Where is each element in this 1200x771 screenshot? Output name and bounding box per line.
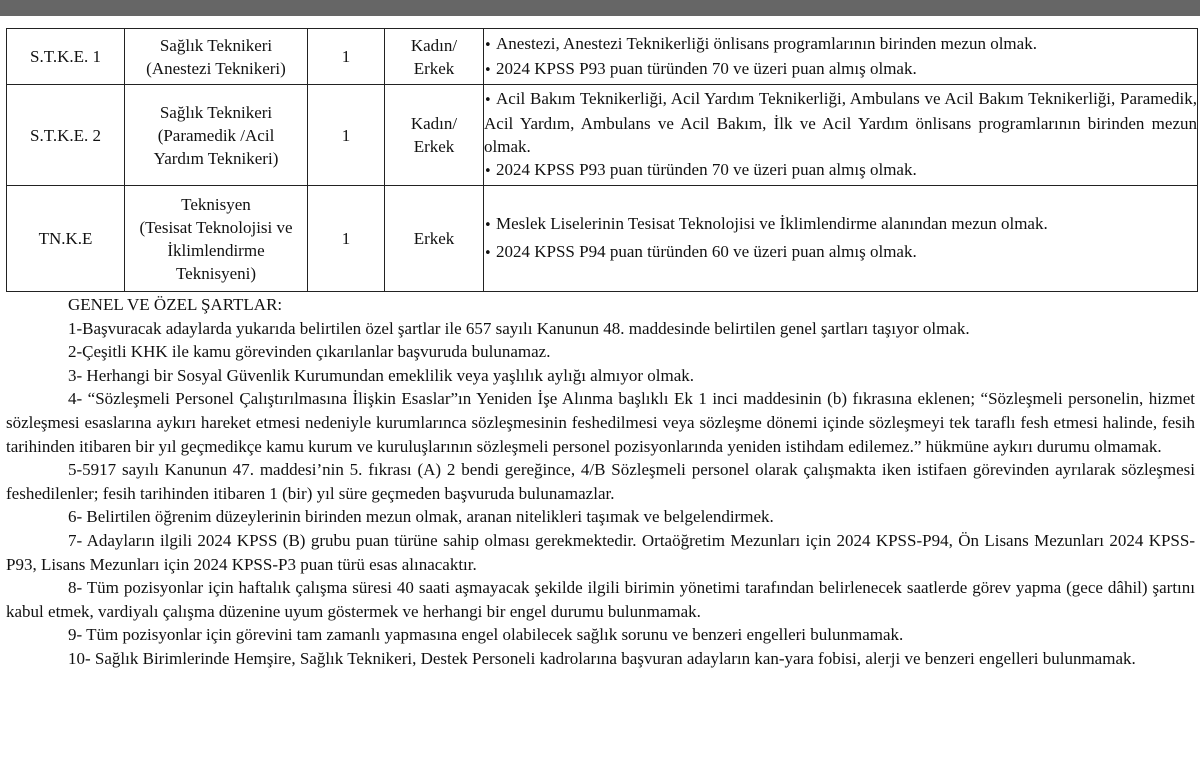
position-count: 1 (308, 186, 385, 292)
position-requirements (484, 186, 1198, 292)
list-item: • Anestezi, Anestezi Teknikerliği önlisans programlarının birinden mezun olmak. (484, 32, 1197, 57)
bullet-icon: • (484, 37, 492, 53)
list-item: • 2024 KPSS P94 puan türünden 60 ve üzeri puan almış olmak. (484, 240, 1197, 265)
position-code: S.T.K.E. 2 (7, 85, 125, 186)
position-gender: Kadın/ Erkek (385, 29, 484, 85)
table-row (7, 85, 1198, 186)
position-requirements (484, 85, 1198, 186)
condition-item: 4- “Sözleşmeli Personel Çalıştırılmasına İlişkin Esaslar”ın Yeniden İşe Alınma başlıklı Ek 1 inci maddesinin (b) fıkrasına eklenen; “Sözleşmeli personelin, hizmet sözleşmesi esaslarına aykırı hareket etmesi nedeniyle kurumlarınca sözleşmesinin feshedilmesi veya sözleşme dönemi içinde sözleşmeyi tek taraflı fesh etmesi halinde, fesih tarihinden itibaren bir yıl geçmedikçe kamu kurum ve kuruluşlarının sözleşmeli personel pozisyonlarında yeniden istihdam edilemez.” hükmüne aykırı durumu olmamak. (6, 389, 1195, 456)
condition-item: 1-Başvuracak adaylarda yukarıda belirtilen özel şartlar ile 657 sayılı Kanunun 48. maddesinde belirtilen genel şartları taşıyor olmak. (68, 318, 970, 338)
position-requirements (484, 29, 1198, 85)
positions-table (6, 28, 1198, 292)
condition-item: 6- Belirtilen öğrenim düzeylerinin birinden mezun olmak, aranan nitelikleri taşımak ve belgelendirmek. (68, 507, 774, 527)
condition-item: 8- Tüm pozisyonlar için haftalık çalışma süresi 40 saati aşmayacak şekilde ilgili birimin yönetimi tarafından belirlenecek saatlerde görev yapma (gece dâhil) şartını kabul etmek, vardiyalı çalışma düzenine uyum göstermek ve herhangi bir engel durumu bulunmamak. (6, 578, 1195, 621)
position-title: Teknisyen (Tesisat Teknolojisi ve İklimlendirme Teknisyeni) (125, 186, 308, 292)
position-count: 1 (308, 29, 385, 85)
position-title: Sağlık Teknikeri (Anestezi Teknikeri) (125, 29, 308, 85)
bullet-icon: • (484, 218, 492, 233)
bullet-icon: • (484, 62, 492, 78)
condition-item: 10- Sağlık Birimlerinde Hemşire, Sağlık Teknikeri, Destek Personeli kadrolarına başvuran adayların kan-yara fobisi, alerji ve benzeri engelleri bulunmamak. (68, 648, 1136, 668)
position-code: TN.K.E (7, 186, 125, 292)
bullet-icon: • (484, 93, 492, 108)
condition-item: 2-Çeşitli KHK ile kamu görevinden çıkarılanlar başvuruda bulunamaz. (68, 342, 551, 362)
position-count: 1 (308, 85, 385, 186)
position-code: S.T.K.E. 1 (7, 29, 125, 85)
position-gender: Erkek (385, 186, 484, 292)
list-item: • 2024 KPSS P93 puan türünden 70 ve üzeri puan almış olmak. (484, 57, 1197, 82)
list-item: • 2024 KPSS P93 puan türünden 70 ve üzeri puan almış olmak. (484, 158, 1197, 183)
table-row (7, 29, 1198, 85)
general-conditions (6, 293, 1195, 671)
position-gender: Kadın/ Erkek (385, 85, 484, 186)
list-item: • Acil Bakım Teknikerliği, Acil Yardım Teknikerliği, Ambulans ve Acil Bakım Teknikerliği, Paramedik, Acil Yardım, Ambulans ve Acil Bakım, İlk ve Acil Yardım önlisans programlarının birinden mezun olmak. (484, 89, 1197, 156)
table-row (7, 186, 1198, 292)
condition-item: 3- Herhangi bir Sosyal Güvenlik Kurumundan emeklilik veya yaşlılık aylığı almıyor olmak. (68, 365, 695, 385)
bullet-icon: • (484, 246, 492, 261)
condition-item: 7- Adayların ilgili 2024 KPSS (B) grubu puan türüne sahip olması gerekmektedir. Ortaöğretim Mezunları için 2024 KPSS-P94, Ön Lisans Mezunları 2024 KPSS-P93, Lisans Mezunları için 2024 KPSS-P3 puan türü esas alınacaktır. (6, 530, 1195, 574)
condition-item: 5-5917 sayılı Kanunun 47. maddesi’nin 5. fıkrası (A) 2 bendi gereğince, 4/B Sözleşmeli personel olarak çalışmakta iken istifaen görevinden ayrılarak sözleşmesi feshedilenler; fesih tarihinden itibaren 1 (bir) yıl süre geçmeden başvuruda bulunamazlar. (6, 460, 1195, 503)
condition-item: 9- Tüm pozisyonlar için görevini tam zamanlı yapmasına engel olabilecek sağlık sorunu ve benzeri engelleri bulunmamak. (68, 625, 904, 645)
conditions-heading: GENEL VE ÖZEL ŞARTLAR: (68, 295, 283, 314)
list-item: • Meslek Liselerinin Tesisat Teknolojisi ve İklimlendirme alanından mezun olmak. (484, 212, 1197, 237)
position-title: Sağlık Teknikeri (Paramedik /Acil Yardım Teknikeri) (125, 85, 308, 186)
top-gray-bar (0, 0, 1200, 16)
bullet-icon: • (484, 164, 492, 179)
